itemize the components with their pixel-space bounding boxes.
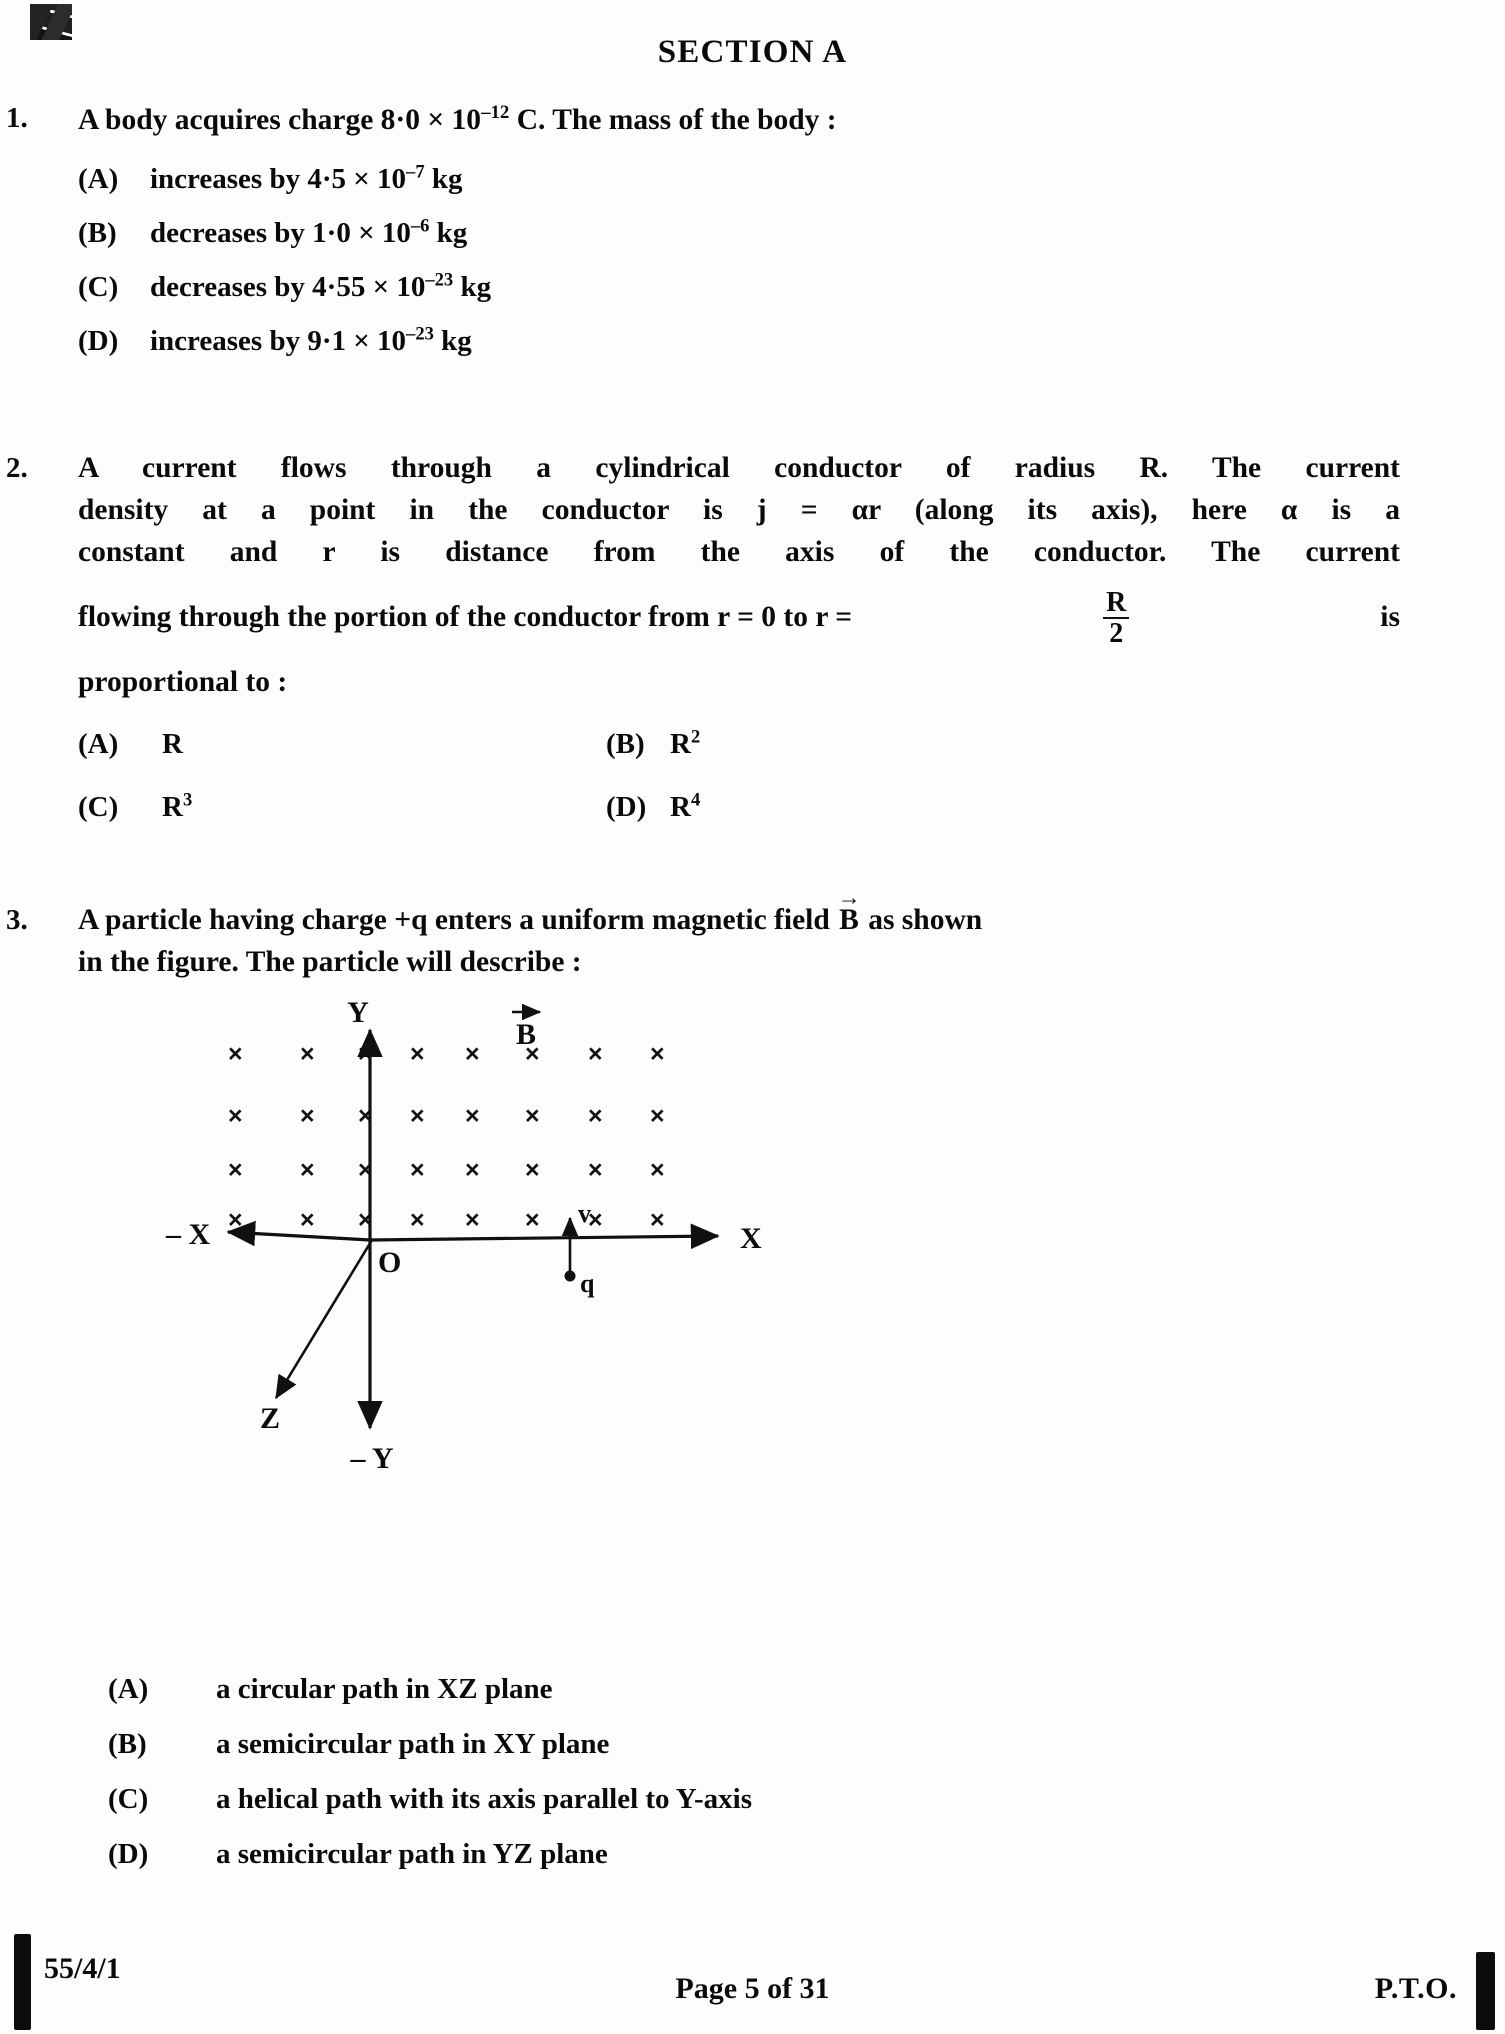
question-3-number: 3.: [6, 904, 28, 936]
fraction-r-over-2: [1103, 588, 1129, 649]
svg-text:×: ×: [465, 1206, 480, 1234]
svg-text:×: ×: [525, 1102, 540, 1130]
option-tag: (A): [78, 162, 119, 195]
question-2-number: 2.: [6, 452, 28, 484]
question-2-stem-line-5: proportional to :: [78, 666, 288, 699]
option-text-pre: decreases by 4·55 × 10: [150, 270, 426, 303]
question-2-stem-line-1: A current flows through a cylindrical conductor of radius R. The current: [78, 452, 1400, 484]
footer-paper-code: 55/4/1: [44, 1952, 121, 1985]
option-tag: (D): [78, 325, 119, 358]
fraction-numerator: R: [1106, 586, 1127, 618]
question-3-stem-text: A particle having charge +q enters a uniform magnetic field: [78, 904, 830, 936]
option-exponent: –6: [410, 215, 430, 237]
question-1-stem-part1: A body acquires charge 8·0 × 10: [78, 104, 482, 136]
option-tag: (B): [108, 1728, 147, 1761]
axis-x-positive: [370, 1236, 718, 1240]
svg-text:×: ×: [588, 1156, 603, 1184]
charge-q-dot: [565, 1271, 576, 1282]
option-tag: (A): [78, 728, 119, 761]
option-tag: (C): [78, 270, 119, 303]
option-tag: (B): [78, 216, 117, 249]
svg-text:×: ×: [525, 1156, 540, 1184]
option-text: [162, 791, 598, 830]
question-1-stem-exponent: –12: [481, 102, 510, 124]
option-text-post: kg: [424, 162, 463, 195]
question-3-option-c[interactable]: [108, 1778, 1425, 1820]
svg-text:×: ×: [358, 1156, 373, 1184]
svg-text:×: ×: [228, 1040, 243, 1068]
question-1-option-b[interactable]: [78, 212, 1425, 254]
origin-label-o: O: [378, 1246, 402, 1279]
option-text: a helical path with its axis parallel to Y-axis: [216, 1783, 752, 1816]
footer-pto: P.T.O.: [1374, 1972, 1457, 2005]
question-1-option-c[interactable]: [78, 266, 1425, 308]
svg-text:×: ×: [588, 1040, 603, 1068]
svg-text:×: ×: [358, 1206, 373, 1234]
option-exponent: 2: [690, 726, 701, 748]
svg-text:×: ×: [228, 1156, 243, 1184]
question-1-option-a[interactable]: [78, 158, 1425, 200]
charge-label-q: q: [580, 1269, 595, 1298]
axis-label-x: X: [740, 1222, 762, 1255]
question-2-option-c[interactable]: [78, 791, 598, 830]
question-2-option-b[interactable]: [598, 728, 1400, 771]
question-2-stem-line-3: constant and r is distance from the axis of the conductor. The current: [78, 535, 1400, 568]
svg-text:×: ×: [410, 1040, 425, 1068]
option-exponent: 4: [690, 789, 701, 811]
question-1-number: 1.: [6, 102, 28, 134]
section-heading: SECTION A: [657, 34, 848, 70]
option-text: a circular path in XZ plane: [216, 1673, 553, 1705]
option-base: R: [162, 791, 183, 824]
question-2-stem-line-4: [78, 588, 1400, 649]
option-base: R: [162, 728, 183, 761]
svg-text:×: ×: [465, 1102, 480, 1130]
axis-label-z: Z: [260, 1402, 281, 1435]
axis-x-negative: [228, 1232, 370, 1240]
option-tag: (D): [606, 791, 647, 824]
svg-text:×: ×: [300, 1040, 315, 1068]
option-text-post: kg: [433, 325, 472, 358]
option-text-pre: increases by 4·5 × 10: [150, 162, 407, 195]
option-text-post: kg: [453, 270, 492, 303]
option-exponent: –23: [406, 323, 434, 345]
question-3-stem-line-2: in the figure. The particle will describe :: [78, 945, 582, 978]
axis-label-minus-y: – Y: [350, 1442, 394, 1475]
svg-text:×: ×: [650, 1040, 665, 1068]
axis-label-minus-x: – X: [166, 1218, 211, 1251]
question-1-option-d[interactable]: [78, 320, 1425, 362]
question-2-stem-line-4-text: flowing through the portion of the conductor from r = 0 to r =: [78, 601, 853, 634]
svg-text:×: ×: [228, 1102, 243, 1130]
svg-text:×: ×: [410, 1206, 425, 1234]
axis-z: [276, 1240, 372, 1398]
axis-label-y: Y: [347, 1000, 369, 1029]
option-text-pre: increases by 9·1 × 10: [150, 325, 407, 358]
svg-text:×: ×: [228, 1206, 243, 1234]
option-tag: (D): [108, 1838, 149, 1871]
option-exponent: 3: [182, 789, 193, 811]
option-tag: (C): [108, 1783, 149, 1816]
option-tag: (A): [108, 1673, 149, 1705]
velocity-label-v: v: [578, 1199, 591, 1228]
question-3-stem-line-1: [78, 900, 1447, 942]
svg-text:×: ×: [300, 1102, 315, 1130]
svg-text:×: ×: [650, 1156, 665, 1184]
option-text: [150, 266, 1425, 308]
svg-text:×: ×: [410, 1102, 425, 1130]
magnetic-field-figure: [160, 1000, 820, 1480]
option-text: a semicircular path in YZ plane: [216, 1838, 608, 1871]
question-2-option-d[interactable]: [598, 791, 1400, 830]
option-text-pre: decreases by 1·0 × 10: [150, 216, 411, 249]
question-2-option-a[interactable]: [78, 728, 598, 771]
magnetic-field-label-group: [512, 1012, 540, 1051]
svg-text:×: ×: [525, 1206, 540, 1234]
question-2-stem-line-2: density at a point in the conductor is j = αr (along its axis), here α is a: [78, 493, 1400, 526]
svg-text:×: ×: [650, 1206, 665, 1234]
footer-page-number: Page 5 of 31: [675, 1972, 830, 2005]
magnetic-field-cross-grid: [228, 1040, 665, 1234]
question-1-stem-part2: C. The mass of the body :: [509, 104, 837, 136]
svg-text:×: ×: [525, 1040, 540, 1068]
option-exponent: –7: [406, 161, 425, 183]
magnetic-field-label-b: B: [516, 1018, 537, 1051]
question-1-stem: [78, 100, 1425, 142]
svg-text:×: ×: [300, 1206, 315, 1234]
question-2-options: [78, 728, 1400, 830]
svg-text:×: ×: [588, 1102, 603, 1130]
svg-text:×: ×: [358, 1040, 373, 1068]
option-text: [150, 212, 1425, 254]
option-text: [670, 791, 1400, 824]
option-text: [150, 158, 1425, 200]
option-text: [150, 320, 1425, 362]
question-3-option-d[interactable]: [108, 1833, 1425, 1875]
option-base: R: [670, 791, 691, 824]
question-3-stem-tail: as shown: [868, 904, 983, 936]
svg-text:×: ×: [410, 1156, 425, 1184]
option-text: [670, 728, 1400, 761]
svg-text:×: ×: [465, 1040, 480, 1068]
svg-text:×: ×: [650, 1102, 665, 1130]
option-tag: (C): [78, 791, 119, 824]
question-2-stem-line-4-tail: is: [1380, 601, 1400, 634]
option-text: [162, 728, 598, 771]
option-exponent: –23: [425, 269, 454, 291]
question-3-option-a[interactable]: [108, 1668, 1425, 1710]
svg-text:×: ×: [300, 1156, 315, 1184]
magnetic-field-vector-symbol: B →: [837, 900, 861, 942]
option-text: a semicircular path in XY plane: [216, 1728, 610, 1761]
option-base: R: [670, 728, 691, 761]
svg-text:×: ×: [588, 1206, 603, 1234]
option-text-post: kg: [429, 216, 468, 249]
svg-text:×: ×: [358, 1102, 373, 1130]
fraction-denominator: 2: [1103, 617, 1129, 648]
question-3-option-b[interactable]: [108, 1723, 1425, 1765]
option-tag: (B): [606, 728, 645, 761]
svg-text:×: ×: [465, 1156, 480, 1184]
